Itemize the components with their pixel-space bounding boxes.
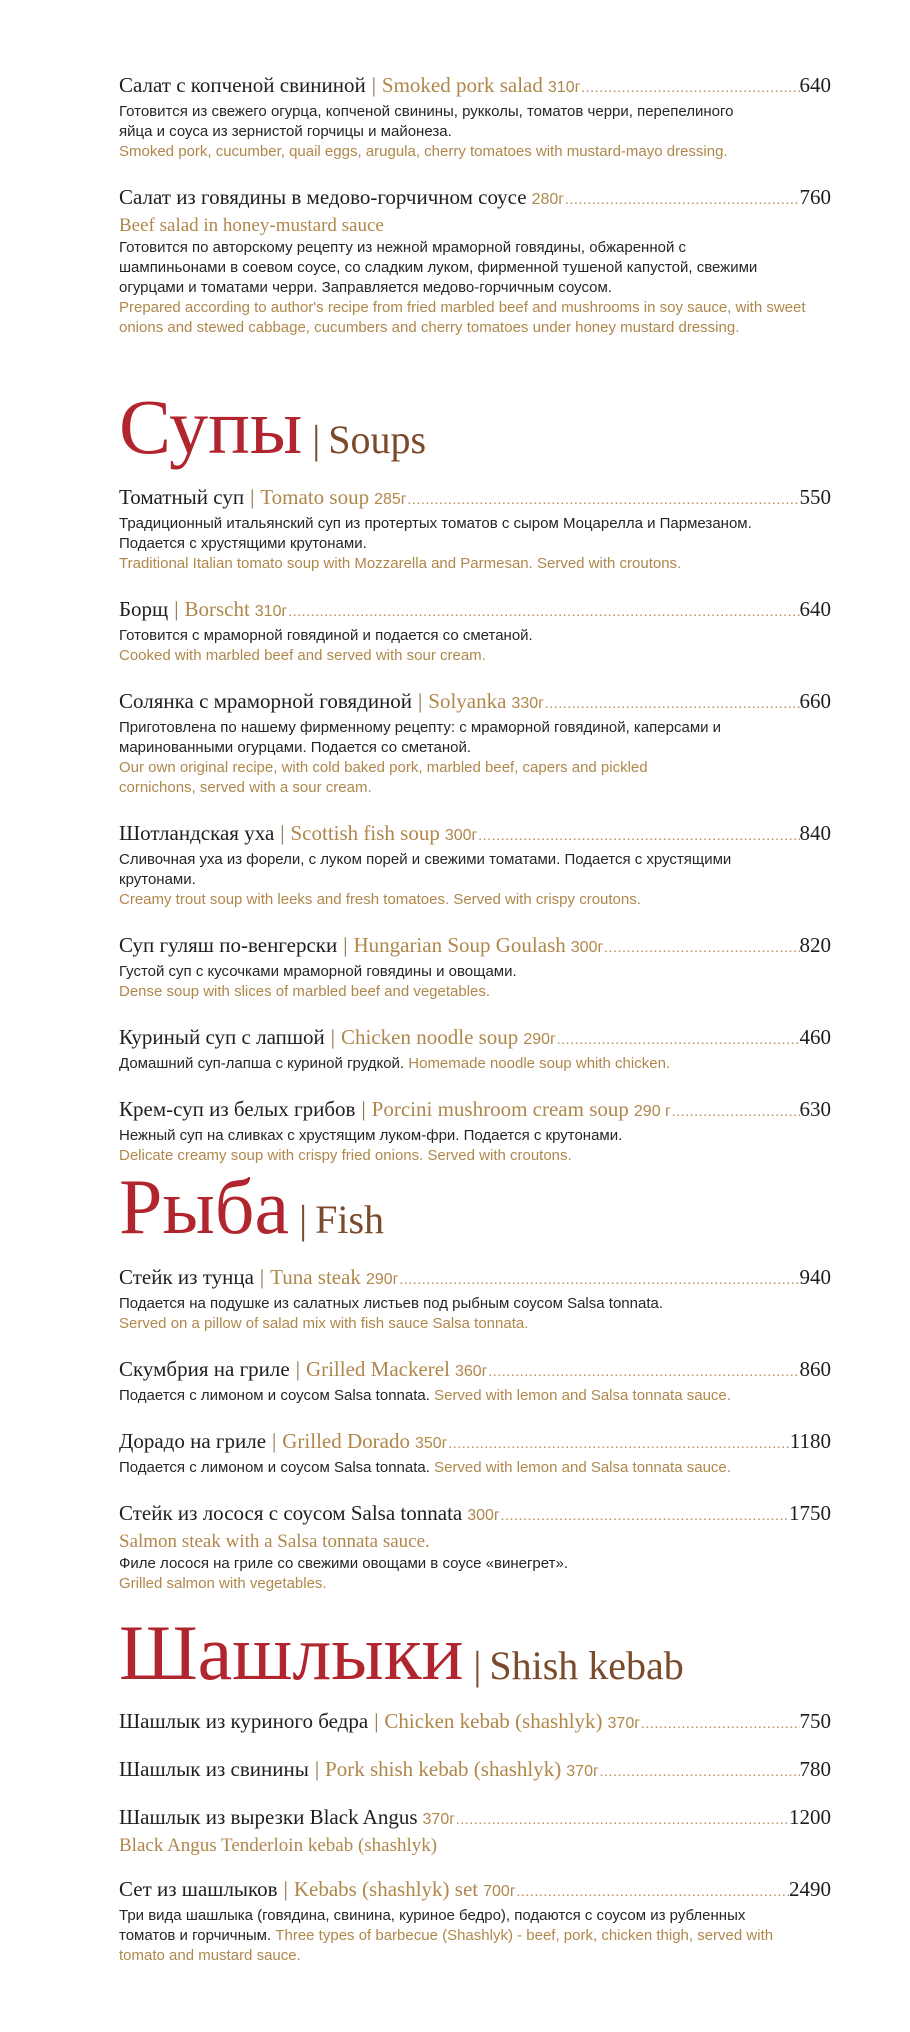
- separator: |: [361, 1097, 366, 1121]
- dish-name-ru: Шотландская уха: [119, 821, 275, 845]
- separator: |: [174, 597, 179, 621]
- separator: |: [371, 73, 376, 97]
- dish-description-ru: Сливочная уха из форели, с луком порей и свежими томатами. Подается с хрустящими крутонами.: [119, 851, 732, 888]
- dish-price: 750: [799, 1709, 831, 1733]
- separator: |: [418, 689, 423, 713]
- dish-name-en: Black Angus Tenderloin kebab (shashlyk): [119, 1835, 438, 1856]
- section-title-ru: Шашлыки: [119, 1609, 464, 1696]
- menu-item: [119, 1096, 831, 1166]
- separator: |: [259, 1265, 265, 1289]
- menu-item: [119, 184, 831, 338]
- dot-leader: [672, 1100, 800, 1126]
- dish-description-ru: Филе лосося на гриле со свежими овощами в соусе «винегрет».: [119, 1555, 568, 1572]
- dish-description: [119, 1386, 831, 1406]
- separator: |: [312, 417, 321, 462]
- section-title: [119, 383, 831, 470]
- menu-item: [119, 1500, 831, 1594]
- dish-description-ru: Традиционный итальянский суп из протертых томатов с сыром Моцарелла и Пармезаном. Подается с хрустящими крутонами.: [119, 515, 752, 552]
- dish-name-ru: Шашлык из свинины: [119, 1757, 309, 1781]
- menu-item-title-line: [119, 1876, 831, 1906]
- soups-items: [119, 484, 831, 1188]
- dish-description-ru: Подается с лимоном и соусом Salsa tonnata.: [119, 1459, 430, 1476]
- dish-description-ru: Подается с лимоном и соусом Salsa tonnata.: [119, 1387, 430, 1404]
- menu-item-title-line: [119, 596, 831, 626]
- dish-description-en: Grilled salmon with vegetables.: [119, 1575, 327, 1592]
- dish-name-en: Grilled Mackerel: [305, 1357, 450, 1381]
- dish-name-en: Hungarian Soup Goulash: [353, 933, 566, 957]
- dish-name-en: Tomato soup: [260, 485, 370, 509]
- menu-item: [119, 1756, 831, 1786]
- dish-description-ru: Готовится из свежего огурца, копченой свинины, рукколы, томатов черри, перепелиного яйца и соуса из зернистой горчицы и майонеза.: [119, 103, 734, 140]
- menu-item: [119, 1708, 831, 1738]
- dish-weight: 300г: [467, 1507, 500, 1524]
- dish-price: 2490: [789, 1877, 831, 1901]
- dish-price: 760: [799, 185, 831, 209]
- menu-item-title-line: [119, 1096, 831, 1126]
- dish-weight: 280г: [531, 191, 565, 208]
- dish-price: 460: [799, 1025, 831, 1049]
- dot-leader: [478, 824, 799, 850]
- dot-leader: [600, 1760, 800, 1786]
- dish-name-ru: Суп гуляш по-венгерски: [119, 933, 338, 957]
- dish-price: 1180: [789, 1429, 831, 1453]
- dish-name-en: Porcini mushroom cream soup: [371, 1097, 629, 1121]
- menu-item-title-line: [119, 484, 831, 514]
- dish-weight: 285г: [374, 491, 407, 508]
- dish-price: 820: [799, 933, 831, 957]
- dot-leader: [565, 188, 799, 214]
- dish-description: [119, 1906, 779, 1966]
- separator: |: [314, 1757, 320, 1781]
- dish-description-ru: Домашний суп-лапша с куриной грудкой.: [119, 1055, 405, 1072]
- separator: |: [330, 1025, 335, 1049]
- dish-weight: 290г: [523, 1031, 556, 1048]
- dish-price: 1750: [789, 1501, 831, 1525]
- dot-leader: [501, 1504, 789, 1530]
- dish-description-en: Our own original recipe, with cold baked pork, marbled beef, capers and pickled cornichons, served with a sour cream.: [119, 759, 648, 796]
- dish-description-ru: Густой суп с кусочками мраморной говядины и овощами.: [119, 963, 517, 980]
- dish-name-en: Grilled Dorado: [282, 1429, 410, 1453]
- section-title: [119, 1163, 831, 1250]
- menu-item: [119, 1356, 831, 1406]
- dish-name-en: Smoked pork salad: [381, 73, 543, 97]
- dish-weight: 330г: [511, 695, 544, 712]
- dish-description-en: Served with lemon and Salsa tonnata sauce.: [434, 1459, 731, 1476]
- dish-weight: 350г: [414, 1435, 448, 1452]
- dot-leader: [288, 600, 799, 626]
- section-title-ru: Рыба: [119, 1163, 290, 1250]
- section-title-ru: Супы: [119, 383, 303, 470]
- dish-description-en: Creamy trout soup with leeks and fresh tomatoes. Served with crispy croutons.: [119, 891, 641, 908]
- dish-price: 550: [799, 485, 831, 509]
- menu-item-title-line: [119, 1428, 831, 1458]
- dot-leader: [449, 1432, 790, 1458]
- dish-weight: 700г: [483, 1883, 516, 1900]
- menu-item-title-line: [119, 820, 831, 850]
- dish-name-ru: Шашлык из вырезки Black Angus: [119, 1805, 418, 1829]
- dish-name-en: Scottish fish soup: [290, 821, 440, 845]
- menu-item: [119, 1264, 831, 1334]
- menu-item-title-line: [119, 1264, 831, 1294]
- separator: |: [280, 821, 285, 845]
- salads-section: [119, 72, 831, 360]
- dish-price: 630: [799, 1097, 831, 1121]
- menu-item: [119, 1876, 831, 1966]
- menu-item: [119, 1024, 831, 1074]
- dish-price: 940: [799, 1265, 831, 1289]
- menu-item: [119, 596, 831, 666]
- menu-item: [119, 820, 831, 910]
- menu-item: [119, 484, 831, 574]
- dish-name-en: Salmon steak with a Salsa tonnata sauce.: [119, 1531, 430, 1552]
- menu-item-title-line: [119, 688, 831, 718]
- dish-name-ru: Скумбрия на гриле: [119, 1357, 290, 1381]
- separator: |: [343, 933, 348, 957]
- dish-weight: 360г: [454, 1363, 488, 1380]
- dot-leader: [489, 1360, 800, 1386]
- separator: |: [250, 485, 255, 509]
- section-title-en: Shish kebab: [489, 1643, 684, 1688]
- separator: |: [272, 1429, 277, 1453]
- dish-name-ru: Борщ: [119, 597, 169, 621]
- section-title: [119, 1609, 831, 1696]
- dish-name-ru: Салат с копченой свининой: [119, 73, 366, 97]
- separator: |: [473, 1643, 482, 1688]
- menu-item-title-line: [119, 184, 831, 214]
- dish-description-en: Dense soup with slices of marbled beef and vegetables.: [119, 983, 491, 1000]
- section-title-en: Fish: [315, 1197, 385, 1242]
- dish-description: [119, 1054, 831, 1074]
- dish-weight: 310г: [547, 79, 581, 96]
- dish-name-ru: Шашлык из куриного бедра: [119, 1709, 369, 1733]
- menu-item-title-line: [119, 1500, 831, 1530]
- menu-item-title-line: [119, 72, 831, 102]
- dish-description-ru: Готовится по авторскому рецепту из нежной мраморной говядины, обжаренной с шампиньонами в соевом соусе, со сладким луком, фирменной тушеной капустой, свежими огурцами и томатами черри. Заправляется медово-горчичным соусом.: [119, 239, 758, 296]
- dish-weight: 310г: [254, 603, 288, 620]
- dot-leader: [557, 1028, 800, 1054]
- menu-item-title-line: [119, 1804, 831, 1834]
- dish-description-ru: Готовится с мраморной говядиной и подается со сметаной.: [119, 627, 533, 644]
- kebab-section: [119, 1609, 831, 1696]
- dish-name-en: Pork shish kebab (shashlyk): [325, 1757, 562, 1781]
- dish-price: 640: [799, 73, 831, 97]
- dish-description-en: Prepared according to author's recipe from fried marbled beef and mushrooms in soy sauce, with sweet onions and stewed cabbage, cucumbers and cherry tomatoes under honey mustard dressing.: [119, 299, 806, 336]
- dish-name-ru: Томатный суп: [119, 485, 245, 509]
- dish-description-ru: Подается на подушке из салатных листьев под рыбным соусом Salsa tonnata.: [119, 1295, 663, 1312]
- dish-description-ru: Три вида шашлыка (говядина, свинина, куриное бедро), подаются с соусом из рубленных томатов и горчичным.: [119, 1907, 746, 1944]
- menu-item-title-line: [119, 932, 831, 962]
- dish-name-ru: Стейк из тунца: [119, 1265, 254, 1289]
- dish-description-en: Cooked with marbled beef and served with sour cream.: [119, 647, 486, 664]
- menu-item-title-line: [119, 1708, 831, 1738]
- dish-name-en: Tuna steak: [270, 1265, 361, 1289]
- menu-item: [119, 72, 831, 162]
- fish-section: [119, 1163, 831, 1250]
- dish-price: 640: [799, 597, 831, 621]
- dish-name-ru: Крем-суп из белых грибов: [119, 1097, 356, 1121]
- menu-item-title-line: [119, 1756, 831, 1786]
- dish-description-en: Delicate creamy soup with crispy fried onions. Served with croutons.: [119, 1147, 572, 1164]
- dot-leader: [641, 1712, 799, 1738]
- section-title-en: Soups: [328, 417, 427, 462]
- dish-description-en: Smoked pork, cucumber, quail eggs, arugula, cherry tomatoes with mustard-mayo dressing.: [119, 143, 728, 160]
- menu-item: [119, 932, 831, 1002]
- dish-description-en: Homemade noodle soup whith chicken.: [408, 1055, 671, 1072]
- dish-weight: 290 г: [633, 1103, 671, 1120]
- separator: |: [283, 1877, 288, 1901]
- dish-name-en: Chicken noodle soup: [341, 1025, 519, 1049]
- dish-name-ru: Солянка с мраморной говядиной: [119, 689, 413, 713]
- dish-price: 780: [799, 1757, 831, 1781]
- separator: |: [299, 1197, 308, 1242]
- dish-weight: 300г: [570, 939, 604, 956]
- separator: |: [295, 1357, 300, 1381]
- dish-name-en: Chicken kebab (shashlyk): [384, 1709, 603, 1733]
- dish-name-ru: Стейк из лосося с соусом Salsa tonnata: [119, 1501, 463, 1525]
- dish-price: 840: [799, 821, 831, 845]
- menu-item-title-line: [119, 1356, 831, 1386]
- dish-name-en: Kebabs (shashlyk) set: [293, 1877, 479, 1901]
- dish-weight: 300г: [444, 827, 478, 844]
- dish-description-en: Traditional Italian tomato soup with Mozzarella and Parmesan. Served with croutons.: [119, 555, 682, 572]
- dish-name-ru: Куриный суп с лапшой: [119, 1025, 325, 1049]
- dish-description: [119, 1458, 831, 1478]
- dish-weight: 370г: [422, 1811, 456, 1828]
- soups-section: [119, 383, 831, 470]
- dish-weight: 290г: [365, 1271, 399, 1288]
- dot-leader: [545, 692, 800, 718]
- dish-description-en: Three types of barbecue (Shashlyk) - beef, pork, chicken thigh, served with tomato and mustard sauce.: [119, 1927, 774, 1964]
- dot-leader: [408, 488, 800, 514]
- dish-price: 1200: [789, 1805, 831, 1829]
- dish-name-ru: Дорадо на гриле: [119, 1429, 267, 1453]
- dish-price: 860: [799, 1357, 831, 1381]
- menu-item-title-line: [119, 1024, 831, 1054]
- dish-name-ru: Салат из говядины в медово-горчичном соусе: [119, 185, 527, 209]
- separator: |: [374, 1709, 379, 1733]
- dish-weight: 370г: [566, 1763, 599, 1780]
- dish-description-en: Served on a pillow of salad mix with fish sauce Salsa tonnata.: [119, 1315, 529, 1332]
- dot-leader: [517, 1880, 789, 1906]
- kebab-items: [119, 1708, 831, 1984]
- dish-description-en: Served with lemon and Salsa tonnata sauce.: [434, 1387, 731, 1404]
- dish-weight: 370г: [607, 1715, 641, 1732]
- dish-name-en: Beef salad in honey-mustard sauce: [119, 215, 384, 236]
- dish-description-ru: Приготовлена по нашему фирменному рецепту: с мраморной говядиной, каперсами и маринованными огурцами. Подается со сметаной.: [119, 719, 722, 756]
- dot-leader: [581, 76, 799, 102]
- dot-leader: [399, 1268, 799, 1294]
- menu-item: [119, 688, 831, 798]
- menu-item: [119, 1804, 831, 1858]
- fish-items: [119, 1264, 831, 1616]
- dish-name-en: Solyanka: [428, 689, 507, 713]
- menu-item: [119, 1428, 831, 1478]
- dot-leader: [456, 1808, 789, 1834]
- dish-description-ru: Нежный суп на сливках с хрустящим луком-фри. Подается с крутонами.: [119, 1127, 623, 1144]
- dot-leader: [604, 936, 799, 962]
- dish-price: 660: [799, 689, 831, 713]
- dish-name-en: Borscht: [184, 597, 250, 621]
- dish-name-ru: Сет из шашлыков: [119, 1877, 278, 1901]
